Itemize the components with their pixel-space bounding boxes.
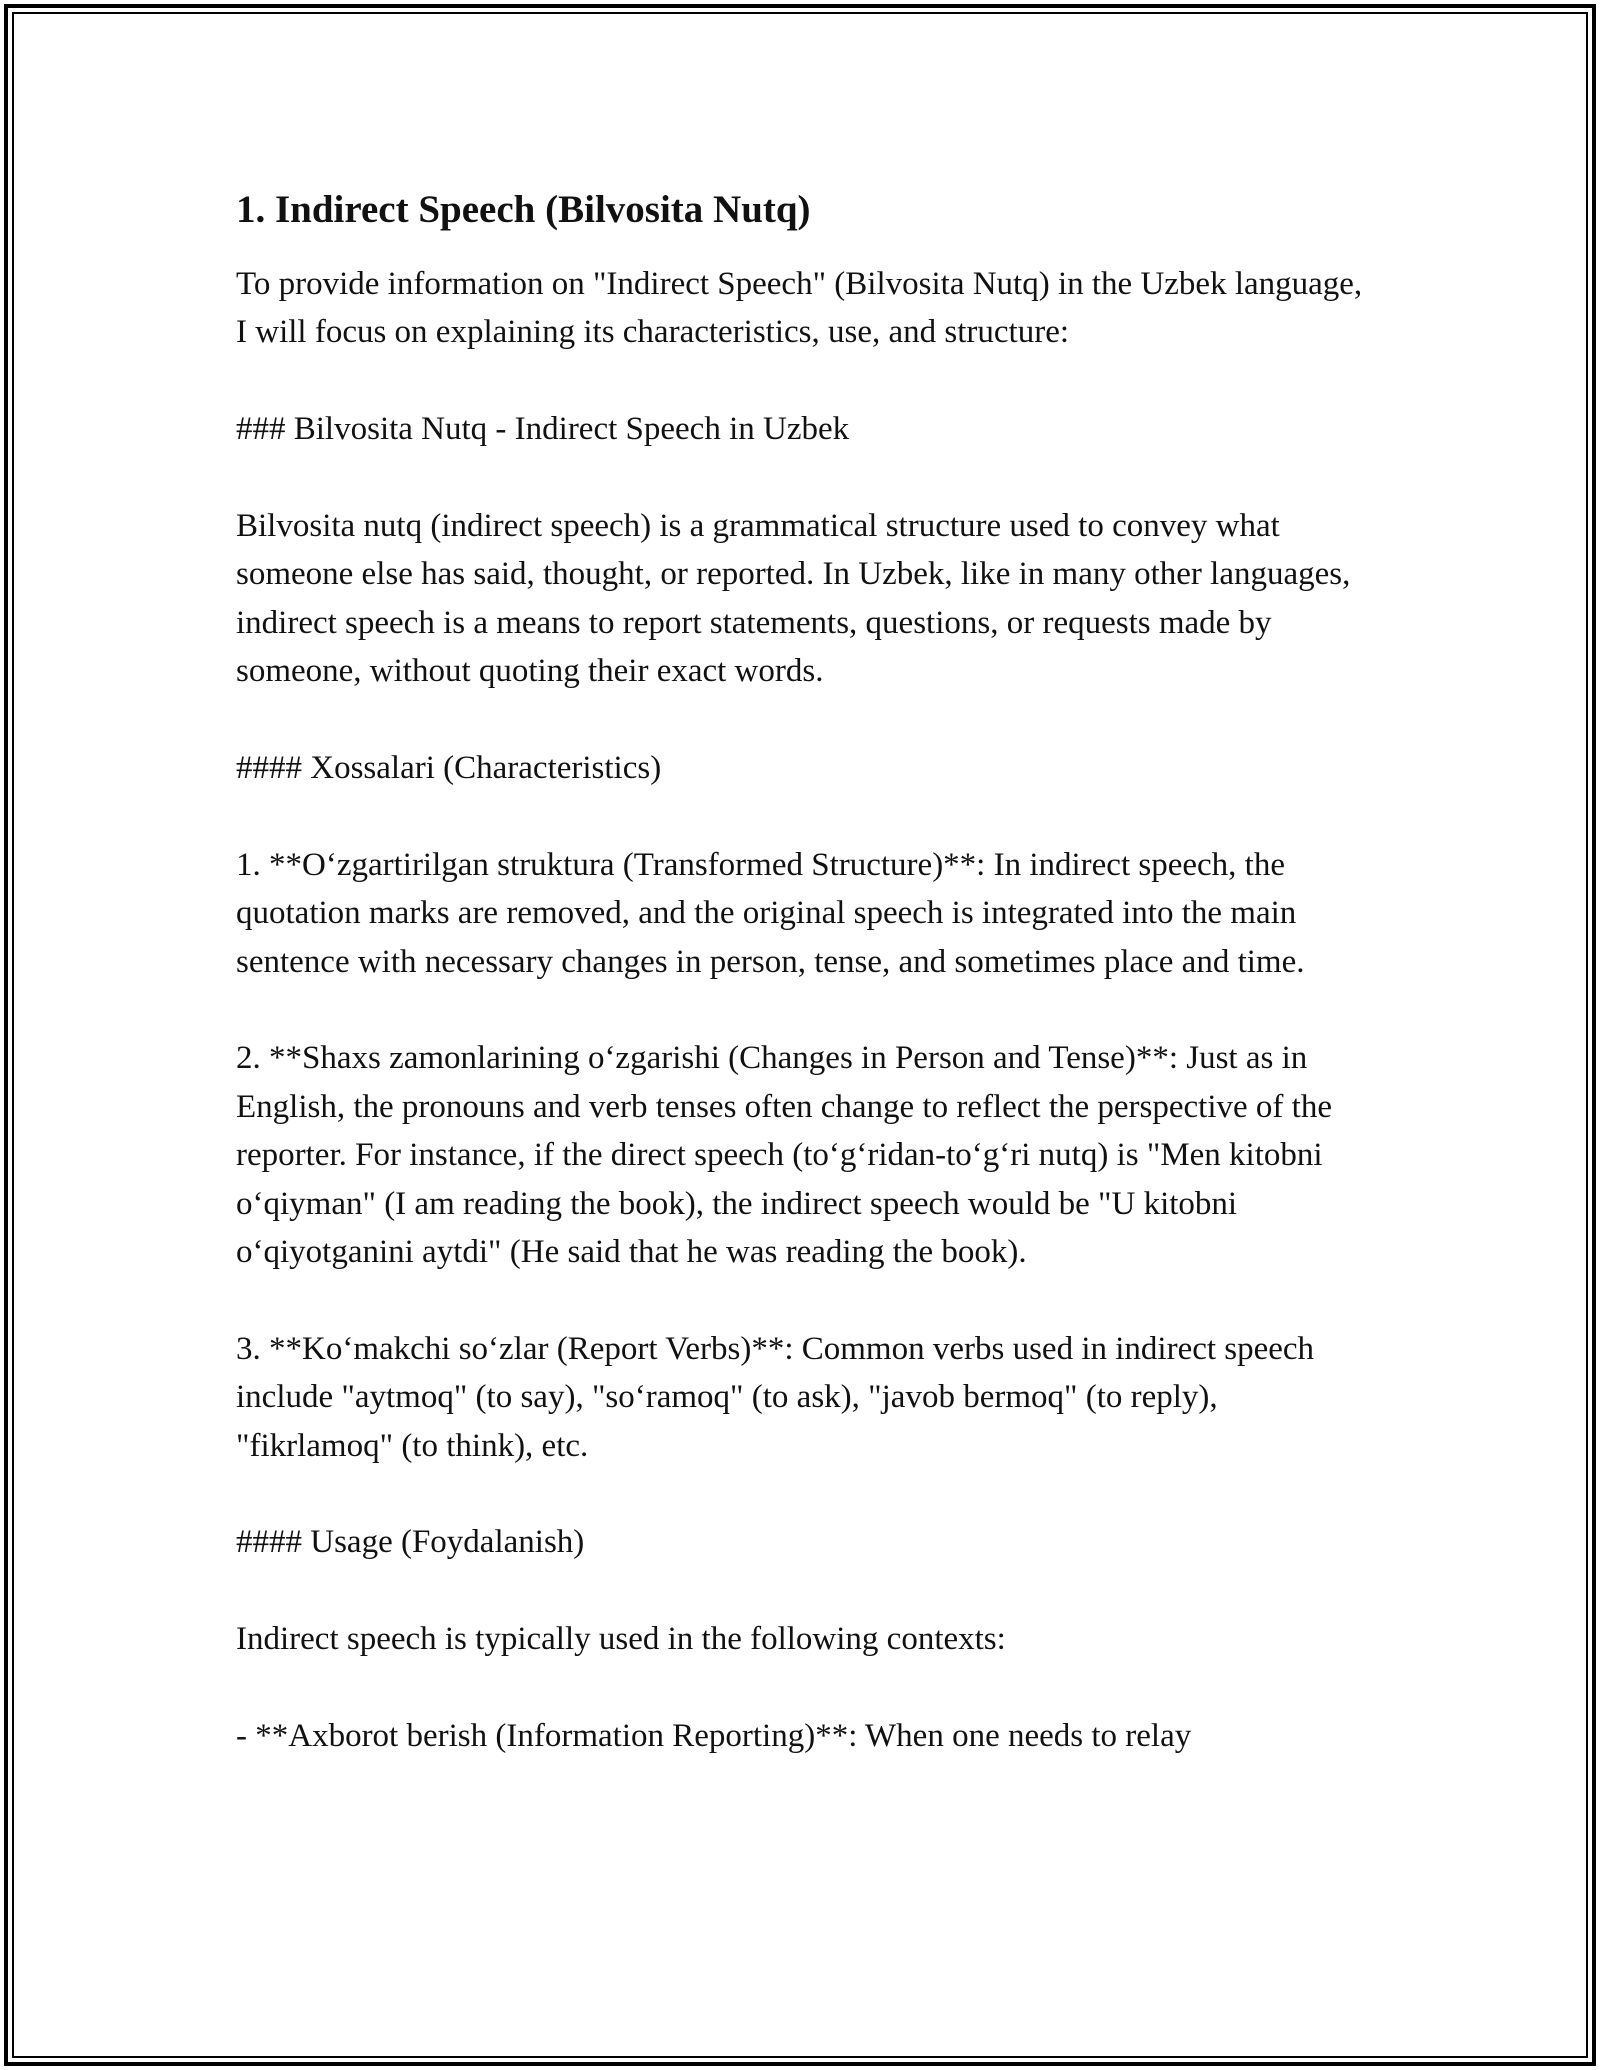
characteristic-item-3: 3. **Koʻmakchi soʻzlar (Report Verbs)**: Common verbs used in indirect speech include "aytmoq" (to say), "soʻramoq" (to ask), "javob bermoq" (to reply), "fikrlamoq" (to think), etc.: [236, 1330, 1315, 1464]
characteristic-item-2: 2. **Shaxs zamonlarining oʻzgarishi (Changes in Person and Tense)**: Just as in English, the pronouns and verb tenses often change to reflect the perspective of the reporter. For instance, if the direct speech (toʻgʻridan-toʻgʻri nutq) is "Men kitobni oʻqiyman" (I am reading the book), the indirect speech would be "U kitobni oʻqiyotganini aytdi" (He said that he was reading the book).: [236, 1040, 1332, 1271]
characteristic-item-1: 1. **Oʻzgartirilgan struktura (Transformed Structure)**: In indirect speech, the quotation marks are removed, and the original speech is integrated into the main sentence with necessary changes in person, tense, and sometimes place and time.: [236, 846, 1305, 980]
subheading-usage: #### Usage (Foydalanish): [236, 1524, 585, 1561]
intro-paragraph: To provide information on "Indirect Speech" (Bilvosita Nutq) in the Uzbek language, I will focus on explaining its characteristics, use, and structure:: [236, 266, 1363, 351]
document-title: 1. Indirect Speech (Bilvosita Nutq): [236, 188, 811, 231]
section-heading-bilvosita-nutq: ### Bilvosita Nutq - Indirect Speech in Uzbek: [236, 411, 850, 448]
usage-intro-paragraph: Indirect speech is typically used in the following contexts:: [236, 1621, 1006, 1658]
usage-item-1: - **Axborot berish (Information Reporting)**: When one needs to relay: [236, 1718, 1192, 1755]
definition-paragraph: Bilvosita nutq (indirect speech) is a grammatical structure used to convey what someone else has said, thought, or reported. In Uzbek, like in many other languages, indirect speech is a means to report statements, questions, or requests made by someone, without quoting their exact words.: [236, 508, 1351, 690]
subheading-characteristics: #### Xossalari (Characteristics): [236, 750, 662, 787]
document-body: [236, 186, 1376, 1760]
